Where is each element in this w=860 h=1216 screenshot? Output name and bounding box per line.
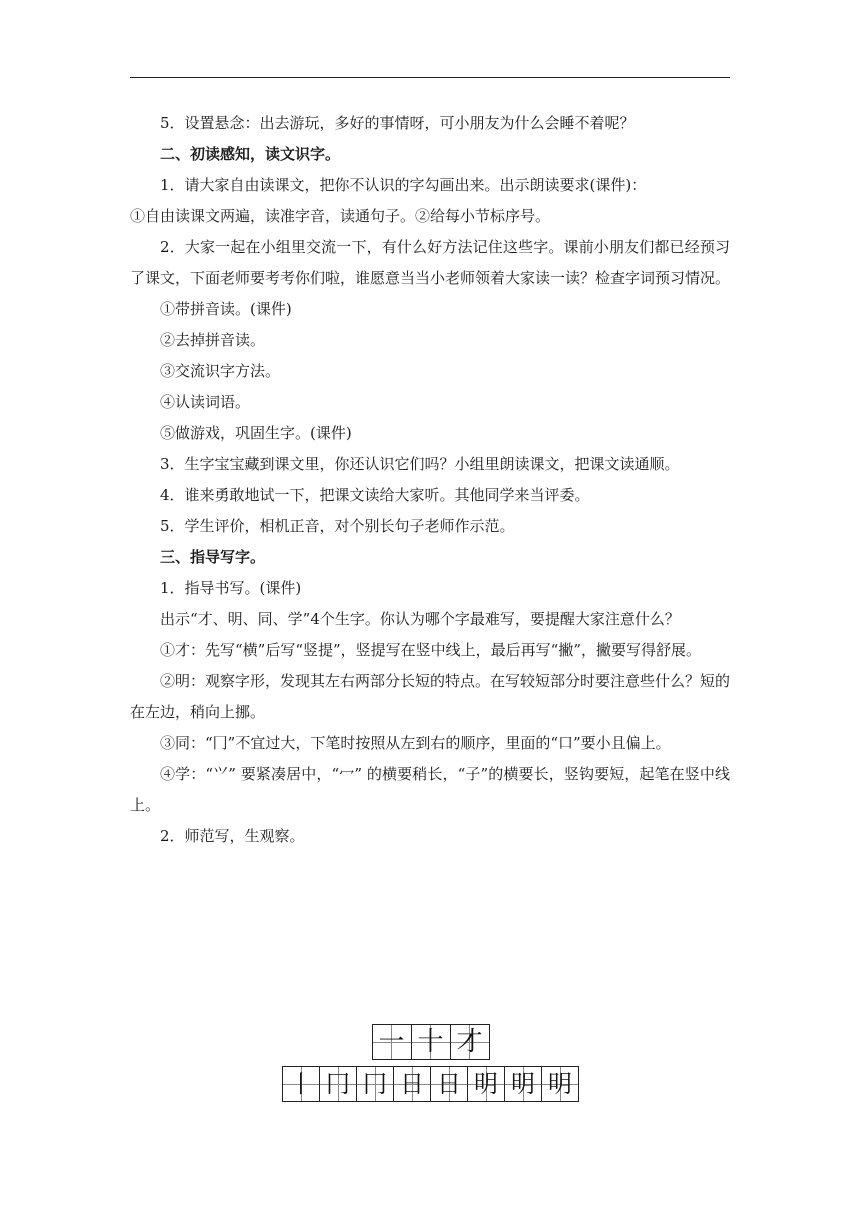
paragraph: ①带拼音读。(课件) — [160, 300, 292, 318]
paragraph: ①才：先写“横”后写“竖提”，竖提写在竖中线上，最后再写“撇”，撇要写得舒展。 — [160, 641, 702, 659]
paragraph: ②明：观察字形，发现其左右两部分长短的特点。在写较短部分时要注意些什么？短的在左边，稍向上挪。 — [130, 672, 731, 721]
paragraph: ④学：“⺍” 要紧凑居中，“冖” 的横要稍长，“子”的横要长，竖钩要短，起笔在竖中线上。 — [130, 765, 730, 814]
stroke-char: 十 — [417, 1027, 444, 1057]
stroke-char: 明 — [474, 1070, 498, 1098]
tianzige-cell — [411, 1024, 451, 1060]
stroke-char: 日 — [437, 1070, 461, 1098]
stroke-order-cai — [0, 1024, 860, 1060]
stroke-char: 一 — [378, 1027, 405, 1057]
stroke-char: 明 — [511, 1070, 535, 1098]
paragraph: 1．请大家自由读课文，把你不认识的字勾画出来。出示朗读要求(课件)： — [160, 176, 647, 194]
paragraph: ②去掉拼音读。 — [160, 331, 266, 349]
tianzige-cell — [356, 1066, 394, 1102]
stroke-char: 丨 — [289, 1070, 313, 1098]
stroke-order-ming — [0, 1066, 860, 1102]
paragraph: ④认读词语。 — [160, 393, 251, 411]
tianzige-cell — [393, 1066, 431, 1102]
tianzige-cell — [504, 1066, 542, 1102]
stroke-char: 日 — [400, 1070, 424, 1098]
tianzige-cell — [467, 1066, 505, 1102]
tianzige-cell — [372, 1024, 412, 1060]
tianzige-cell — [541, 1066, 579, 1102]
paragraph: 3．生字宝宝藏到课文里，你还认识它们吗？小组里朗读课文，把课文读通顺。 — [160, 455, 680, 473]
paragraph: 5．学生评价，相机正音，对个别长句子老师作示范。 — [160, 517, 515, 535]
stroke-char: 冂 — [363, 1070, 387, 1098]
paragraph: 1．指导书写。(课件) — [160, 579, 302, 597]
paragraph: 2．师范写，生观察。 — [160, 827, 305, 845]
stroke-char: 明 — [548, 1070, 572, 1098]
tianzige-cell — [319, 1066, 357, 1102]
section-heading: 三、指导写字。 — [160, 548, 266, 566]
paragraph: ③同：“冂”不宜过大，下笔时按照从左到右的顺序，里面的“口”要小且偏上。 — [160, 734, 671, 752]
paragraph: ①自由读课文两遍，读准字音，读通句子。②给每小节标序号。 — [130, 207, 551, 225]
paragraph: 2．大家一起在小组里交流一下，有什么好方法记住这些字。课前小朋友们都已经预习了课文，下面老师要考考你们啦，谁愿意当当小老师领着大家读一读？检查字词预习情况。 — [130, 238, 731, 287]
paragraph: ③交流识字方法。 — [160, 362, 281, 380]
tianzige-cell — [282, 1066, 320, 1102]
paragraph: 出示“才、明、同、学”4个生字。你认为哪个字最难写，要提醒大家注意什么？ — [160, 610, 680, 628]
header-rule — [130, 77, 730, 78]
paragraph: ⑤做游戏，巩固生字。(课件) — [160, 424, 352, 442]
section-heading: 二、初读感知，读文识字。 — [160, 145, 341, 163]
paragraph: 4．谁来勇敢地试一下，把课文读给大家听。其他同学来当评委。 — [160, 486, 590, 504]
tianzige-cell — [450, 1024, 490, 1060]
document-body — [130, 108, 730, 852]
stroke-char: 冂 — [326, 1070, 350, 1098]
tianzige-cell — [430, 1066, 468, 1102]
stroke-char: 才 — [456, 1027, 483, 1057]
paragraph: 5．设置悬念：出去游玩，多好的事情呀，可小朋友为什么会睡不着呢？ — [160, 114, 635, 132]
